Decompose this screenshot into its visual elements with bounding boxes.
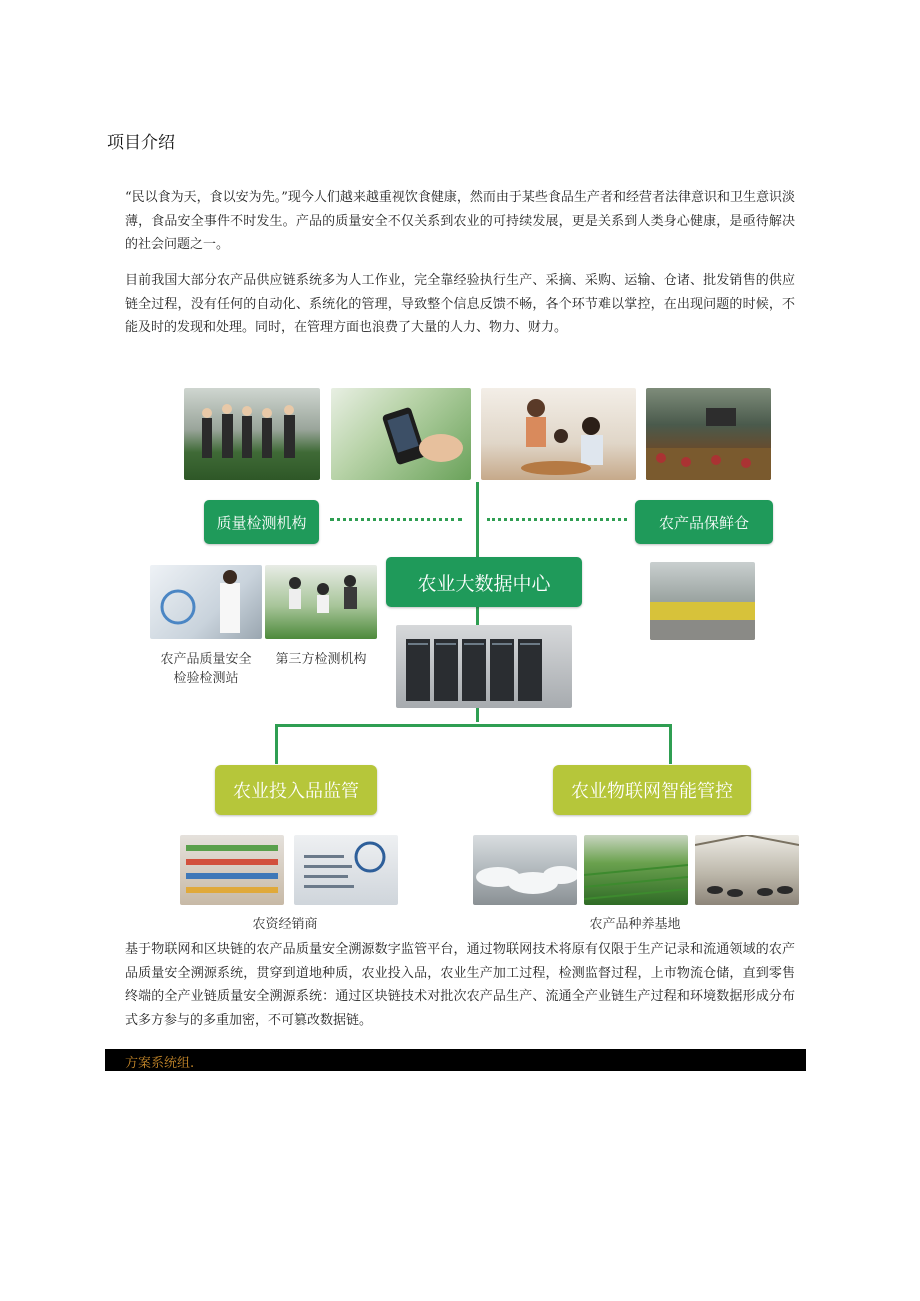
architecture-diagram (140, 380, 810, 935)
photo-field-inspection (184, 388, 320, 480)
input-supervision-box: 农业投入品监管 (215, 765, 377, 815)
photo-third-party-inspection (265, 565, 377, 639)
caption-dealer: 农资经销商 (252, 917, 318, 932)
footer-bar (105, 1049, 806, 1071)
quality-inspection-box: 质量检测机构 (204, 500, 319, 544)
photo-family-dining (481, 388, 636, 480)
paragraph-intro: “民以食为天，食以安为先。”现今人们越来越重视饮食健康，然而由于某些食品生产者和经营者法律意识和卫生意识淡薄，食品安全事件不时发生。产品的质量安全不仅关系到农业的可持续发展，更是关系到人类身心健康，是亟待解决的社会问题之一。 (125, 190, 795, 252)
photo-greenhouses (473, 835, 577, 905)
caption-inspection-station: 农产品质量安全 检验检测站 (160, 652, 252, 686)
photo-data-servers (396, 625, 572, 708)
caption-third-party: 第三方检测机构 (275, 652, 367, 667)
photo-product-label (294, 835, 398, 905)
section-heading: 项目介绍 (107, 133, 175, 153)
photo-phone-scan (331, 388, 471, 480)
photo-agri-shop (180, 835, 284, 905)
footer-bar-label: 方案系统组. (125, 1056, 195, 1071)
paragraph-current-status: 目前我国大部分农产品供应链系统多为人工作业，完全靠经验执行生产、采摘、采购、运输、仓诸、批发销售的供应链全过程，没有任何的自动化、系统化的管理，导致整个信息反馈不畅，各个环节难以掌控，在出现问题的时候，不能及时的发现和处理。同时，在管理方面也浪费了大量的人力、物力、财力。 (125, 273, 795, 335)
caption-farming-base: 农产品种养基地 (589, 917, 681, 932)
paragraph-platform: 基于物联网和区块链的农产品质量安全溯源数字监管平台，通过物联网技术将原有仅限于生产记录和流通领域的农产品质量安全溯源系统，贯穿到道地种质，农业投入品，农业生产加工过程，检测监督过程，上市物流仓储，直到零售终端的全产业链质量安全溯源系统：通过区块链技术对批次农产品生产、流通全产业链生产过程和环境数据形成分布式多方参与的多重加密，不可篡改数据链。 (125, 942, 795, 1028)
photo-livestock-barn (695, 835, 799, 905)
photo-lab-testing (150, 565, 262, 639)
photo-food-market (646, 388, 771, 480)
fresh-storage-box: 农产品保鲜仓 (635, 500, 773, 544)
iot-control-box: 农业物联网智能管控 (553, 765, 751, 815)
photo-warehouse (650, 562, 755, 640)
big-data-center-box: 农业大数据中心 (386, 557, 582, 607)
photo-crop-field (584, 835, 688, 905)
